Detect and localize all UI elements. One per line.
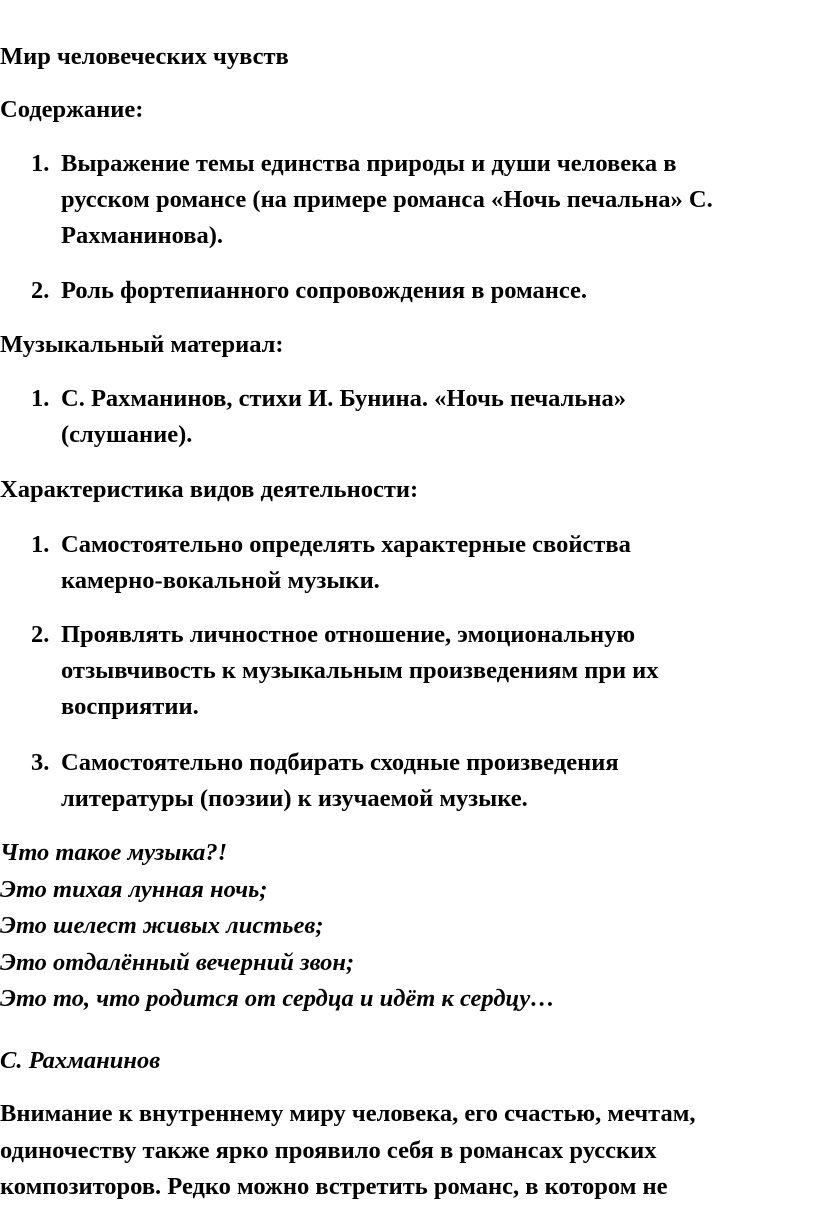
list-item xyxy=(0,273,800,309)
activities-heading: Характеристика видов деятельности: xyxy=(0,476,419,503)
list-line: Роль фортепианного сопровождения в романсе. xyxy=(61,277,588,304)
list-line: восприятии. xyxy=(61,693,199,720)
quote-line: Это шелест живых листьев; xyxy=(0,912,324,939)
quote-author: С. Рахманинов xyxy=(0,1047,161,1074)
list-line: камерно-вокальной музыки. xyxy=(61,567,380,594)
paragraph-line: одиночеству также ярко проявило себя в романсах русских xyxy=(0,1136,657,1164)
quote-line: Что такое музыка?! xyxy=(0,839,228,866)
list-line: С. Рахманинов, стихи И. Бунина. «Ночь печальна» xyxy=(61,385,626,412)
list-number: 2. xyxy=(31,621,50,648)
quote-line: Это тихая лунная ночь; xyxy=(0,875,268,903)
list-line: отзывчивость к музыкальным произведениям при их xyxy=(61,657,659,684)
document-title: Мир человеческих чувств xyxy=(0,43,289,70)
list-item xyxy=(0,146,800,254)
activities-list-3 xyxy=(0,745,800,817)
list-line: Выражение темы единства природы и души человека в xyxy=(61,150,677,177)
list-item xyxy=(0,527,800,599)
list-line: Проявлять личностное отношение, эмоциональную xyxy=(61,621,636,648)
contents-list-2 xyxy=(0,273,800,309)
activities-list-2 xyxy=(0,617,800,725)
contents-heading: Содержание: xyxy=(0,96,144,123)
epigraph-quote xyxy=(0,835,555,1018)
list-line: (слушание). xyxy=(61,421,193,448)
list-item xyxy=(0,381,800,453)
paragraph-line: композиторов. Редко можно встретить романс, в котором не xyxy=(0,1173,668,1200)
list-item xyxy=(0,617,800,725)
quote-line: Это то, что родится от сердца и идёт к сердцу… xyxy=(0,985,555,1012)
list-number: 1. xyxy=(31,531,50,558)
music-list xyxy=(0,381,800,453)
list-number: 1. xyxy=(31,150,50,177)
list-item xyxy=(0,745,800,817)
paragraph-line: Внимание к внутреннему миру человека, его счастью, мечтам, xyxy=(0,1100,696,1127)
activities-list xyxy=(0,527,800,599)
list-line: Самостоятельно подбирать сходные произведения xyxy=(61,749,619,776)
list-line: Рахманинова). xyxy=(61,222,223,249)
list-number: 3. xyxy=(31,749,50,776)
contents-list xyxy=(0,146,800,254)
list-number: 2. xyxy=(31,277,50,304)
list-line: Самостоятельно определять характерные свойства xyxy=(61,531,631,558)
list-line: русском романсе (на примере романса «Ночь печальна» С. xyxy=(61,186,713,213)
body-paragraph xyxy=(0,1096,800,1206)
music-heading: Музыкальный материал: xyxy=(0,331,284,358)
quote-line: Это отдалённый вечерний звон; xyxy=(0,948,355,976)
list-line: литературы (поэзии) к изучаемой музыке. xyxy=(61,785,528,812)
list-number: 1. xyxy=(31,385,50,412)
